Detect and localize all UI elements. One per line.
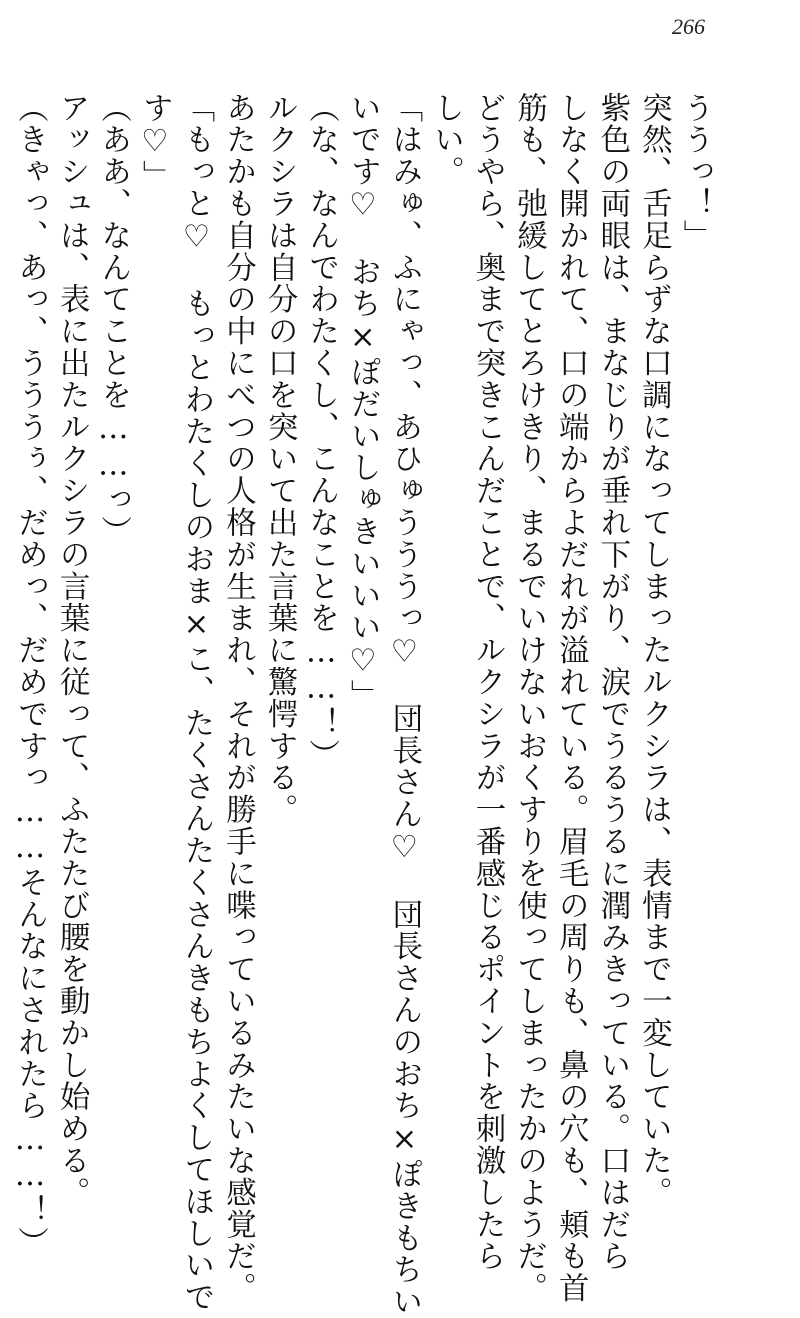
page-number: 266: [672, 14, 705, 39]
text-line-10: （な、なんでわたくし、こんなことを……！）: [303, 92, 339, 771]
text-line-2: 突然、舌足らずな口調になってしまったルクシラは、表情まで一変していた。: [636, 92, 672, 1209]
text-line-12: あたかも自分の中にべつの人格が生まれ、それが勝手に喋っているみたいな感覚だ。: [220, 92, 256, 1305]
text-line-16: アッシュは、表に出たルクシラの言葉に従って、ふたたび腰を動かし始める。: [54, 92, 90, 1209]
text-line-5: 筋も、弛緩してとろけきり、まるでいけないおくすりを使ってしまったかのようだ。: [511, 92, 547, 1305]
text-line-13: 「もっと♡ もっとわたくしのおま×こ、たくさんたくさんきもちよくしてほしいで: [178, 92, 214, 1314]
text-line-15: （ああ、なんてことを……っ）: [95, 92, 131, 548]
text-line-4: しなく開かれて、口の端からよだれが溢れている。眉毛の周りも、鼻の穴も、頬も首: [553, 92, 589, 1305]
text-line-1: ううっ！」: [678, 92, 713, 252]
text-line-17: （きゃっ、あっ、うううぅ、だめっ、だめですっ……そんなにされたら……！）: [12, 92, 48, 1259]
text-line-6: どうやら、奥まで突きこんだことで、ルクシラが一番感じるポイントを刺激したら: [470, 92, 506, 1273]
text-line-7: しい。: [428, 92, 464, 188]
vertical-body-text: [12, 92, 716, 1318]
text-line-8: 「はみゅ、ふにゃっ、あひゅうううっ♡ 団長さん♡ 団長さんのおち×ぽきもちい: [386, 92, 422, 1318]
text-line-11: ルクシラは自分の口を突いて出た言葉に驚愕する。: [262, 92, 298, 826]
text-line-3: 紫色の両眼は、まなじりが垂れ下がり、涙でうるうるに潤みきっている。口はだら: [594, 92, 630, 1273]
text-line-14: す♡」: [137, 92, 173, 193]
text-line-9: いです♡ おち×ぽだいしゅきいいい♡」: [345, 92, 381, 712]
